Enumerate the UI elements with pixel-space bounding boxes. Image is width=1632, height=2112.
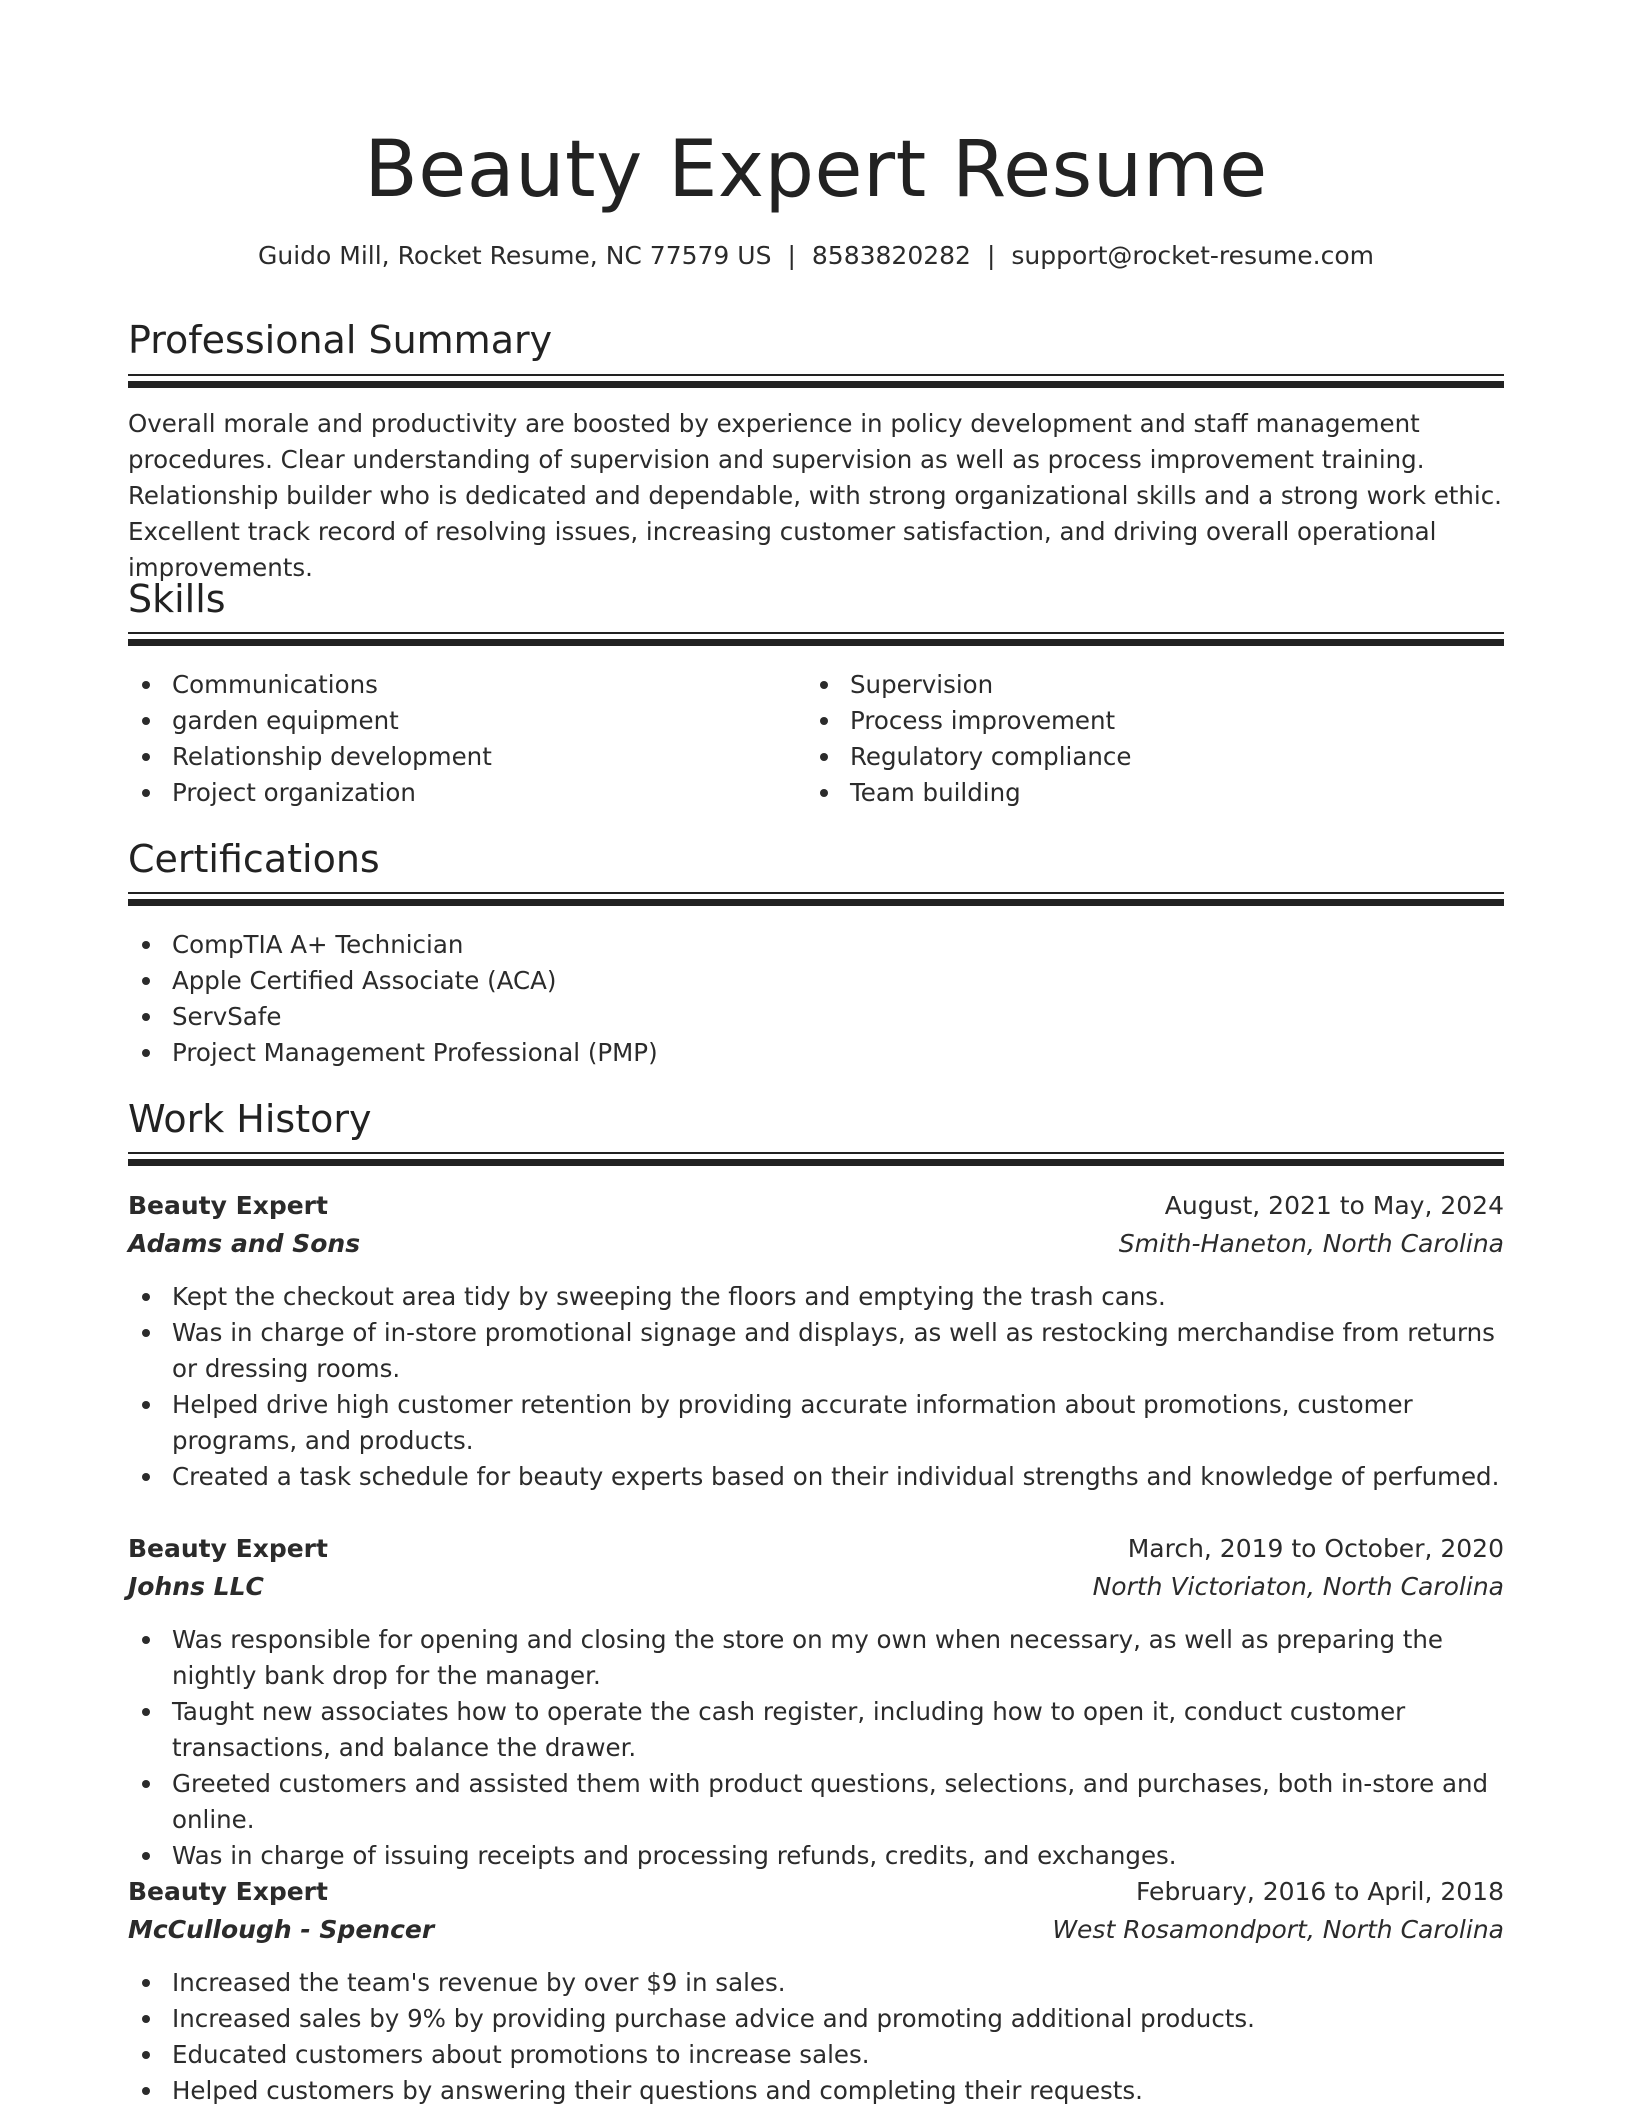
job-company-row — [128, 1911, 1504, 1949]
job-company: McCullough - Spencer — [128, 1915, 435, 1944]
job-duty: Was in charge of in-store promotional signage and displays, as well as restocking merchandise from returns or dressing rooms. — [128, 1315, 1504, 1387]
section-divider — [128, 632, 1504, 634]
certifications-section-header — [128, 833, 1504, 885]
skill-item: Regulatory compliance — [806, 739, 1466, 775]
job-location: North Victoriaton, North Carolina — [1092, 1572, 1504, 1601]
skills-right-column — [806, 667, 1466, 811]
section-divider — [128, 639, 1504, 646]
job-entry — [128, 1873, 1504, 2109]
job-duty: Greeted customers and assisted them with product questions, selections, and purchases, both in-store and online. — [128, 1766, 1504, 1838]
summary-section-header — [128, 314, 1504, 366]
job-company-row — [128, 1225, 1504, 1263]
job-entry — [128, 1530, 1504, 1874]
certifications-list — [128, 927, 1504, 1071]
job-company: Adams and Sons — [128, 1229, 361, 1258]
job-location: West Rosamondport, North Carolina — [1052, 1915, 1504, 1944]
job-duty: Was in charge of issuing receipts and processing refunds, credits, and exchanges. — [128, 1838, 1504, 1874]
job-company: Johns LLC — [128, 1572, 264, 1601]
section-divider — [128, 1152, 1504, 1154]
section-divider — [128, 892, 1504, 894]
job-duties-list — [128, 1965, 1504, 2109]
resume-title: Beauty Expert Resume — [364, 125, 1268, 215]
skill-item: Communications — [128, 667, 788, 703]
certifications-heading: Certifications — [128, 837, 380, 881]
job-title-row — [128, 1873, 1504, 1911]
job-dates: March, 2019 to October, 2020 — [1127, 1534, 1504, 1563]
contact-line — [128, 238, 1504, 274]
work-history-section-header — [128, 1093, 1504, 1145]
contact-phone: 8583820282 — [811, 241, 971, 270]
skills-section-header — [128, 573, 1504, 625]
skill-item: garden equipment — [128, 703, 788, 739]
job-duty: Created a task schedule for beauty experts based on their individual strengths and knowledge of perfumed. — [128, 1459, 1504, 1495]
section-divider — [128, 374, 1504, 376]
certification-item: ServSafe — [128, 999, 1504, 1035]
summary-heading: Professional Summary — [128, 318, 553, 362]
section-divider — [128, 381, 1504, 388]
job-dates: August, 2021 to May, 2024 — [1164, 1191, 1504, 1220]
job-title: Beauty Expert — [128, 1877, 328, 1906]
summary-text: Overall morale and productivity are boosted by experience in policy development and staff management procedures. Clear understanding of supervision and supervision as well as process improvement training. Relationship builder who is dedicated and dependable, with strong organizational skills and a strong work ethic. Excellent track record of resolving issues, increasing customer satisfaction, and driving overall operational improvements. — [128, 409, 1502, 582]
job-duty: Taught new associates how to operate the cash register, including how to open it, conduct customer transactions, and balance the drawer. — [128, 1694, 1504, 1766]
contact-separator: | — [986, 241, 996, 270]
job-duty: Helped drive high customer retention by providing accurate information about promotions, customer programs, and products. — [128, 1387, 1504, 1459]
section-divider — [128, 1159, 1504, 1166]
certifications-block — [128, 927, 1504, 1071]
job-duty: Increased sales by 9% by providing purchase advice and promoting additional products. — [128, 2001, 1504, 2037]
job-location: Smith-Haneton, North Carolina — [1118, 1229, 1504, 1258]
job-entry — [128, 1187, 1504, 1495]
job-duties-list — [128, 1622, 1504, 1874]
skills-heading: Skills — [128, 577, 226, 621]
certification-item: Project Management Professional (PMP) — [128, 1035, 1504, 1071]
skills-list — [128, 667, 788, 811]
job-title: Beauty Expert — [128, 1191, 328, 1220]
job-title-row — [128, 1187, 1504, 1225]
job-duty: Helped customers by answering their questions and completing their requests. — [128, 2073, 1504, 2109]
job-company-row — [128, 1568, 1504, 1606]
skill-item: Project organization — [128, 775, 788, 811]
job-title-row — [128, 1530, 1504, 1568]
job-duties-list — [128, 1279, 1504, 1495]
contact-address: Guido Mill, Rocket Resume, NC 77579 US — [258, 241, 772, 270]
job-duty: Educated customers about promotions to increase sales. — [128, 2037, 1504, 2073]
section-divider — [128, 899, 1504, 906]
contact-email: support@rocket-resume.com — [1011, 241, 1374, 270]
certification-item: Apple Certified Associate (ACA) — [128, 963, 1504, 999]
job-duty: Was responsible for opening and closing the store on my own when necessary, as well as preparing the nightly bank drop for the manager. — [128, 1622, 1504, 1694]
skill-item: Process improvement — [806, 703, 1466, 739]
skill-item: Team building — [806, 775, 1466, 811]
job-duty: Increased the team's revenue by over $9 in sales. — [128, 1965, 1504, 2001]
contact-separator: | — [787, 241, 796, 270]
job-duty: Kept the checkout area tidy by sweeping the floors and emptying the trash cans. — [128, 1279, 1504, 1315]
skills-left-column — [128, 667, 788, 811]
skill-item: Supervision — [806, 667, 1466, 703]
skill-item: Relationship development — [128, 739, 788, 775]
job-dates: February, 2016 to April, 2018 — [1136, 1877, 1504, 1906]
skills-list — [806, 667, 1466, 811]
certification-item: CompTIA A+ Technician — [128, 927, 1504, 963]
job-title: Beauty Expert — [128, 1534, 328, 1563]
work-history-heading: Work History — [128, 1097, 372, 1141]
